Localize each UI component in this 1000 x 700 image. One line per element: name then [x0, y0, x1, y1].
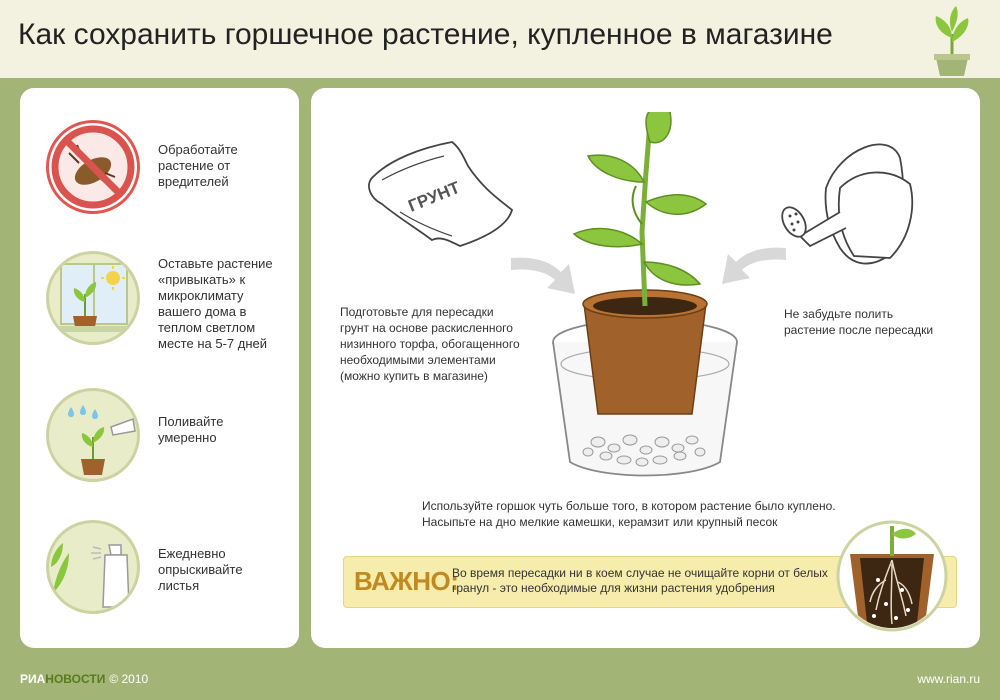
brand-ria: РИА — [20, 672, 46, 686]
tip-water: Поливайте умеренно — [158, 414, 224, 445]
soil-bag-icon — [360, 140, 520, 250]
plant-pot-illustration — [540, 112, 750, 487]
spray-bottle-icon — [49, 523, 137, 611]
page-title: Как сохранить горшечное растение, купленное в магазине — [18, 18, 833, 51]
tip-spray: Ежедневно опрыскивайте листья — [158, 546, 243, 593]
copyright: © 2010 — [109, 672, 149, 686]
soil-note: Подготовьте для пересадки грунт на основе раскисленного низинного торфа, обогащенного необходимыми элементами (можно купить в магазине) — [340, 305, 520, 383]
footer-brand — [20, 672, 148, 686]
water-circle — [46, 388, 140, 482]
window-circle — [46, 251, 140, 345]
window-sun-icon — [49, 254, 137, 342]
footer-url[interactable]: www.rian.ru — [917, 672, 980, 686]
pest-circle — [46, 120, 140, 214]
important-label: ВАЖНО: — [354, 566, 459, 596]
important-text: Во время пересадки ни в коем случае не очищайте корни от белых гранул - это необходимые для жизни растения удобрения — [452, 566, 828, 595]
header — [0, 0, 1000, 78]
brand-novosti: НОВОСТИ — [45, 672, 106, 686]
no-pests-icon — [49, 123, 137, 211]
soil-bag-label: ГРУНТ — [405, 177, 463, 216]
spray-circle — [46, 520, 140, 614]
roots-illustration — [836, 520, 948, 632]
pot-note: Используйте горшок чуть больше того, в котором растение было куплено. Насыпьте на дно мелкие камешки, керамзит или крупный песок — [422, 499, 836, 529]
watering-icon — [49, 391, 137, 479]
watering-can-icon — [780, 128, 940, 273]
tips-panel — [20, 88, 299, 648]
tip-pests: Обработайте растение от вредителей — [158, 142, 238, 189]
plant-logo-icon — [922, 4, 982, 76]
tip-acclimate: Оставьте растение «привыкать» к микроклимату вашего дома в теплом светлом месте на 5-7 дней — [158, 256, 273, 351]
water-note: Не забудьте полить растение после пересадки — [784, 307, 934, 337]
